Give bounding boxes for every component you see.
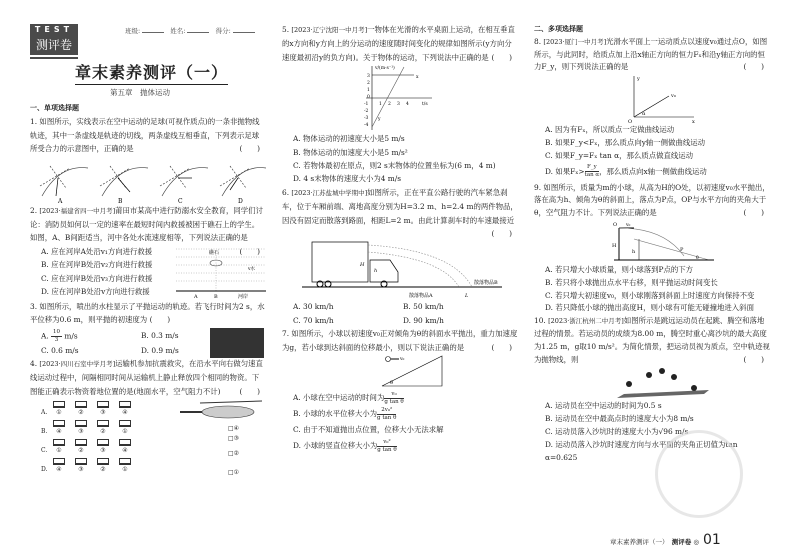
q4-options [30, 398, 176, 474]
y-tick: 2 [367, 81, 370, 87]
q8-text: 光滑水平面上一运动质点以速度v₀通过点O，如图所示，与此同时，给质点加上沿x轴正方向的恒力Fₓ和沿y轴正方向的恒力F_y，则下列说法正确的是 [534, 36, 768, 72]
supply-box: ① [53, 439, 65, 455]
q6-option-c[interactable]: C. 70 km/h [293, 315, 334, 325]
q9-number: 9. [534, 182, 542, 192]
y-axis-label: y [637, 76, 640, 83]
q8-axes-diagram [534, 74, 770, 124]
q5-option-b[interactable]: B. 物体运动的加速度大小是5 m/s² [293, 147, 408, 157]
name-label: 姓名: [170, 27, 186, 35]
point-o-label: O [613, 221, 618, 228]
q7-option-c[interactable]: C. 由于不知道抛出点位置，位移大小无法求解 [293, 425, 444, 435]
helicopter-supply-boxes [176, 424, 264, 478]
q5-option-c[interactable]: C. 若物体最初在原点，则2 s末物体的位置坐标为(6 m，4 m) [293, 161, 496, 171]
q8-option-c[interactable]: C. 如果F_y=Fₓ tan α，那么质点做直线运动 [545, 150, 694, 160]
column-1 [30, 102, 266, 478]
y-tick: -1 [364, 102, 369, 108]
question-4 [30, 357, 266, 478]
q1-text: 如图所示，实线表示在空中运动的足球(可视作质点)的一条非抛物线轨迹，其中一条虚线是轨迹的切线，两条虚线互相垂直，下列表示足球所受合力的示意图中，正确的是 [30, 117, 260, 154]
graph-y-axis-label: v/(m·s⁻¹) [375, 66, 395, 72]
q4-text: 运输机参加抗震救灾，在沿水平向右做匀速直线运动过程中，间隔相同时间从运输机上静止释放四个相同的物资。下图能正确表示物资着地位置的是(地面水平，空气阻力不计) [30, 359, 263, 396]
graph-y-series-label: y [378, 117, 381, 123]
page-subtitle: 第五章 抛体运动 [110, 88, 170, 97]
height-h-label: h [374, 268, 378, 275]
supply-box: □④ [228, 425, 240, 433]
column-2 [282, 23, 518, 454]
bank-label: 河岸 [238, 293, 249, 300]
v0-label: v₀ [671, 93, 676, 100]
q3-option-a[interactable] [41, 329, 141, 344]
q2-text: 莆田市某高中进行防溺水安全教育，同学们讨论：消防员如何以一定的速率在最短时间内救援被困于礁石上的学生。如图，A、B间距适当，河中各处水流速度相等，下列说法正确的是 [30, 205, 263, 243]
supply-box: □① [228, 469, 240, 477]
helicopter-icon [176, 398, 264, 420]
x-axis-label: x [692, 119, 695, 125]
supply-box: ③ [97, 401, 109, 417]
distance-L-label: L [465, 293, 469, 300]
q8-option-d[interactable]: D. 如果Fₓ> $\frac{F\_y}{\text{tan α}}$ ，那么质点向x轴一侧做曲线运动 [545, 164, 707, 179]
q4-option-d[interactable] [41, 458, 176, 474]
footer-label: 测评卷 [671, 538, 692, 546]
q9-option-c[interactable]: C. 若只增大初速度v₀，则小球刚落到斜面上时速度方向保持不变 [545, 290, 755, 300]
q10-option-a[interactable]: A. 运动员在空中运动的时间为0.5 s [545, 401, 662, 411]
x-tick: 1 [379, 102, 382, 108]
q4-number: 4. [30, 359, 38, 369]
q7-text: 如图所示，小球以初速度v₀正对倾角为θ的斜面水平抛出，重力加速度为g，若小球到达斜面的位移最小，则以下说法正确的是 [282, 329, 518, 352]
height-H-label: H [360, 262, 365, 269]
q6-text: 如图所示，正在平直公路行驶的汽车紧急刹车，位于车厢前端、离地高度分别为H=3.2 m、h=2.4 m的两件物品，因没有固定而散落到路面，相距L=2 m。由此计算刹车时的车速最接近 [282, 187, 518, 225]
q2-source: [2023·福建省四一中月考] [39, 206, 116, 215]
q3-text: 如图所示，喷出的水柱显示了平抛运动的轨迹。若飞行时间为2 s，水平位移为0.6 m，则平抛的初速度为 [30, 301, 265, 325]
q1-label-a: A [58, 197, 63, 204]
q4-option-b[interactable] [41, 420, 176, 436]
q7-option-b[interactable]: B. 小球的水平位移大小为 $\frac{\text{2v₀²}}{\text{g tan θ}}$ [293, 406, 397, 421]
q6-option-a[interactable]: A. 30 km/h [293, 302, 334, 312]
q5-source: [2023·辽宁沈阳一中月考] [291, 26, 368, 34]
q5-text: 一物体在光滑的水平桌面上运动，在相互垂直的x方向和y方向上的分运动的速度随时间变化的规律如图所示(y方向分速度最初沿y的负方向)。关于物体的运动，下列说法中正确的是 [282, 25, 515, 62]
supply-box: ② [75, 439, 87, 455]
rock-label: 礁石 [209, 249, 220, 256]
q9-projectile-diagram [534, 220, 770, 264]
question-10 [534, 315, 770, 366]
y-tick: 1 [367, 88, 370, 94]
q2-number: 2. [30, 205, 38, 215]
q3-number: 3. [30, 301, 38, 311]
answer-paren: ( ) [491, 229, 512, 239]
answer-paren: ( ) [491, 342, 512, 352]
supply-box: ② [75, 401, 87, 417]
q6-option-d[interactable]: D. 90 km/h [403, 315, 444, 325]
supply-box: ④ [119, 439, 131, 455]
theta-label: θ [696, 255, 699, 261]
answer-paren: ( ) [239, 246, 260, 256]
supply-box: □③ [228, 435, 240, 443]
question-1 [30, 115, 266, 155]
item-b-label: 散落物品B [474, 280, 498, 287]
theta-label: θ [390, 380, 394, 387]
q3-option-d[interactable]: D. 0.9 m/s [141, 345, 179, 355]
graph-x-axis-label: t/s [422, 102, 428, 108]
q2-option-d[interactable]: D. 应在河岸B处沿v方向进行救援 [41, 287, 150, 297]
question-3 [30, 300, 266, 357]
q10-option-d[interactable]: D. 运动员落入沙坑时速度方向与水平面的夹角正切值为tan α=0.625 [545, 439, 738, 462]
q6-number: 6. [282, 187, 290, 197]
q9-option-b[interactable]: B. 若只将小球抛出点水平右移，则平抛运动时间变长 [545, 277, 718, 287]
score-label: 得分: [215, 27, 231, 35]
x-tick: 4 [406, 102, 409, 108]
q10-option-b[interactable]: B. 运动员在空中最高点时的速度大小为8 m/s [545, 414, 694, 424]
class-label: 班级: [125, 27, 141, 35]
y-tick: -2 [364, 109, 369, 115]
q7-option-d[interactable]: D. 小球的竖直位移大小为 $\frac{\text{v₀²}}{\text{g tan θ}}$ [293, 438, 397, 453]
x-tick: 2 [388, 102, 391, 108]
score-field[interactable] [233, 32, 255, 33]
q9-option-a[interactable]: A. 若只增大小球质量，则小球落到P点的下方 [545, 264, 694, 274]
q4-option-label: B. [41, 428, 48, 436]
supply-box: ③ [97, 439, 109, 455]
point-a-label: A [194, 293, 198, 300]
student-info-fields [125, 25, 259, 38]
q3-option-b[interactable]: B. 0.3 m/s [141, 330, 179, 340]
supply-box: ② [97, 420, 109, 436]
q8-number: 8. [534, 36, 542, 46]
test-logo [30, 24, 78, 57]
x-tick: 3 [397, 102, 400, 108]
q1-label-d: D [238, 197, 243, 204]
question-7 [282, 327, 518, 354]
item-a-label: 散落物品A [409, 293, 433, 300]
q10-source: [2023·浙江杭州二中月考] [548, 317, 624, 326]
question-9 [534, 182, 770, 220]
name-field[interactable] [187, 32, 209, 33]
supply-box: ④ [119, 401, 131, 417]
logo-top-text: TEST [34, 25, 74, 34]
q1-number: 1. [30, 117, 38, 127]
q3-option-a-unit: m/s [64, 331, 78, 341]
y-tick: 0 [367, 95, 370, 101]
q2-option-c[interactable]: C. 应在河岸B处沿v₃方向进行救援 [41, 273, 153, 283]
q5-number: 5. [282, 25, 290, 34]
q5-option-d[interactable]: D. 4 s末物体的速度大小为4 m/s [293, 174, 402, 184]
answer-paren: ( ) [743, 62, 764, 72]
q10-number: 10. [534, 316, 546, 326]
q3-option-a-fraction: $\frac{10}{3}$ [53, 328, 61, 343]
q4-option-label: D. [41, 466, 48, 474]
answer-paren: ( ) [239, 386, 260, 396]
supply-box: ② [97, 458, 109, 474]
q6-source: [2023·江苏盐城中学期中] [291, 188, 368, 197]
answer-paren: ( ) [149, 315, 171, 325]
supply-box: ③ [75, 458, 87, 474]
supply-box: □② [228, 450, 240, 458]
q2-option-b[interactable]: B. 应在河岸B处沿v₂方向进行救援 [41, 260, 153, 270]
y-tick: -4 [364, 123, 369, 129]
q5-option-a[interactable]: A. 物体运动的初速度大小是5 m/s [293, 134, 405, 144]
q8-option-a[interactable]: A. 因为有Fₓ，所以质点一定做曲线运动 [545, 125, 675, 135]
supply-box: ① [119, 458, 131, 474]
q4-option-c[interactable] [41, 439, 176, 455]
q1-label-b: B [118, 197, 123, 204]
footer-title: 章末素养测评（一） [610, 538, 666, 546]
point-p-label: P [680, 246, 684, 253]
answer-paren: ( ) [239, 144, 260, 154]
watermark-stamp [655, 430, 743, 518]
v0-label: v₀ [626, 222, 631, 228]
v0-label: v₀ [400, 357, 405, 363]
q7-number: 7. [282, 329, 290, 339]
q6-option-b[interactable]: B. 50 km/h [403, 302, 444, 312]
graph-x-series-label: x [416, 75, 419, 81]
question-2 [30, 204, 266, 300]
q8-option-b[interactable]: B. 如果F_y<Fₓ，那么质点向y轴一侧做曲线运动 [545, 137, 706, 147]
q1-label-c: C [178, 197, 183, 204]
page-number: 01 [703, 532, 721, 548]
answer-paren: ( ) [743, 208, 764, 218]
supply-box: ④ [53, 420, 65, 436]
supply-box: ④ [53, 458, 65, 474]
q9-text: 如图所示，质量为m的小球，从高为H的O处，以初速度v₀水平抛出，落在高为h、倾角为θ的斜面上，落点为P点，OP与水平方向的夹角大于θ，空气阻力不计。下列说法正确的是 [534, 182, 770, 218]
supply-box: ① [53, 401, 65, 417]
point-b-label: B [214, 293, 218, 300]
q1-force-diagrams [30, 156, 266, 204]
q10-long-jump-photo [534, 366, 770, 400]
question-6 [282, 186, 518, 239]
q2-river-diagram [176, 245, 266, 300]
q4-option-label: C. [41, 447, 48, 455]
origin-label: O [628, 119, 633, 125]
q3-option-c[interactable]: C. 0.6 m/s [41, 345, 79, 355]
answer-paren: ( ) [491, 52, 512, 62]
section-heading-multiple: 二、多项选择题 [534, 25, 583, 33]
height-h-label: h [632, 248, 636, 255]
water-velocity-label: v水 [248, 266, 256, 272]
logo-bottom-text: 测评卷 [35, 38, 72, 52]
q9-option-d[interactable]: D. 若只降低小球的抛出高度H，则小球有可能无碰撞地进入斜面 [545, 303, 754, 313]
helicopter-figure [176, 398, 264, 478]
q2-option-a[interactable]: A. 应在河岸A处沿v₁方向进行救援 [41, 246, 153, 256]
q5-velocity-graph [282, 64, 518, 132]
y-tick: 3 [367, 74, 370, 80]
q4-option-label: A. [41, 409, 48, 417]
q3-option-a-label: A. [41, 331, 49, 341]
answer-paren: ( ) [743, 354, 764, 364]
column-3 [534, 23, 770, 464]
class-field[interactable] [142, 32, 164, 33]
q10-text: 如图所示是跳远运动员在起跳、腾空和落地过程的情景。若运动员的成绩为8.00 m，腾空时重心离沙坑的最大高度为1.25 m，g取10 m/s²。为简化情景，把运动员视为质点，空中轨迹视为抛物线，则 [534, 316, 770, 364]
y-tick: -3 [364, 116, 369, 122]
question-8 [534, 36, 770, 74]
alpha-label: α [642, 111, 646, 118]
q6-truck-diagram [282, 240, 518, 300]
q4-option-a[interactable] [41, 401, 176, 417]
supply-box: ① [119, 420, 131, 436]
q10-option-c[interactable]: C. 运动员落入沙坑时的速度大小为√96 m/s [545, 426, 689, 436]
q8-source: [2023·厦门一中月考] [543, 37, 607, 46]
q4-source: [2023·四川石室中学月考] [39, 360, 116, 369]
supply-box: ③ [75, 420, 87, 436]
question-5 [282, 23, 518, 64]
q3-photo [210, 328, 264, 358]
section-heading-single: 一、单项选择题 [30, 104, 79, 112]
q7-option-a[interactable]: A. 小球在空中运动的时间为 $\frac{\text{v₀}}{\text{g tan θ}}$ [293, 390, 404, 405]
page-footer: 章末素养测评（一） 测评卷 ◎ 01 [610, 532, 721, 548]
q7-incline-diagram [282, 354, 518, 390]
q2-options [30, 245, 176, 299]
page-title: 章末素养测评（一） [75, 62, 228, 85]
height-H-label: H [612, 242, 617, 249]
